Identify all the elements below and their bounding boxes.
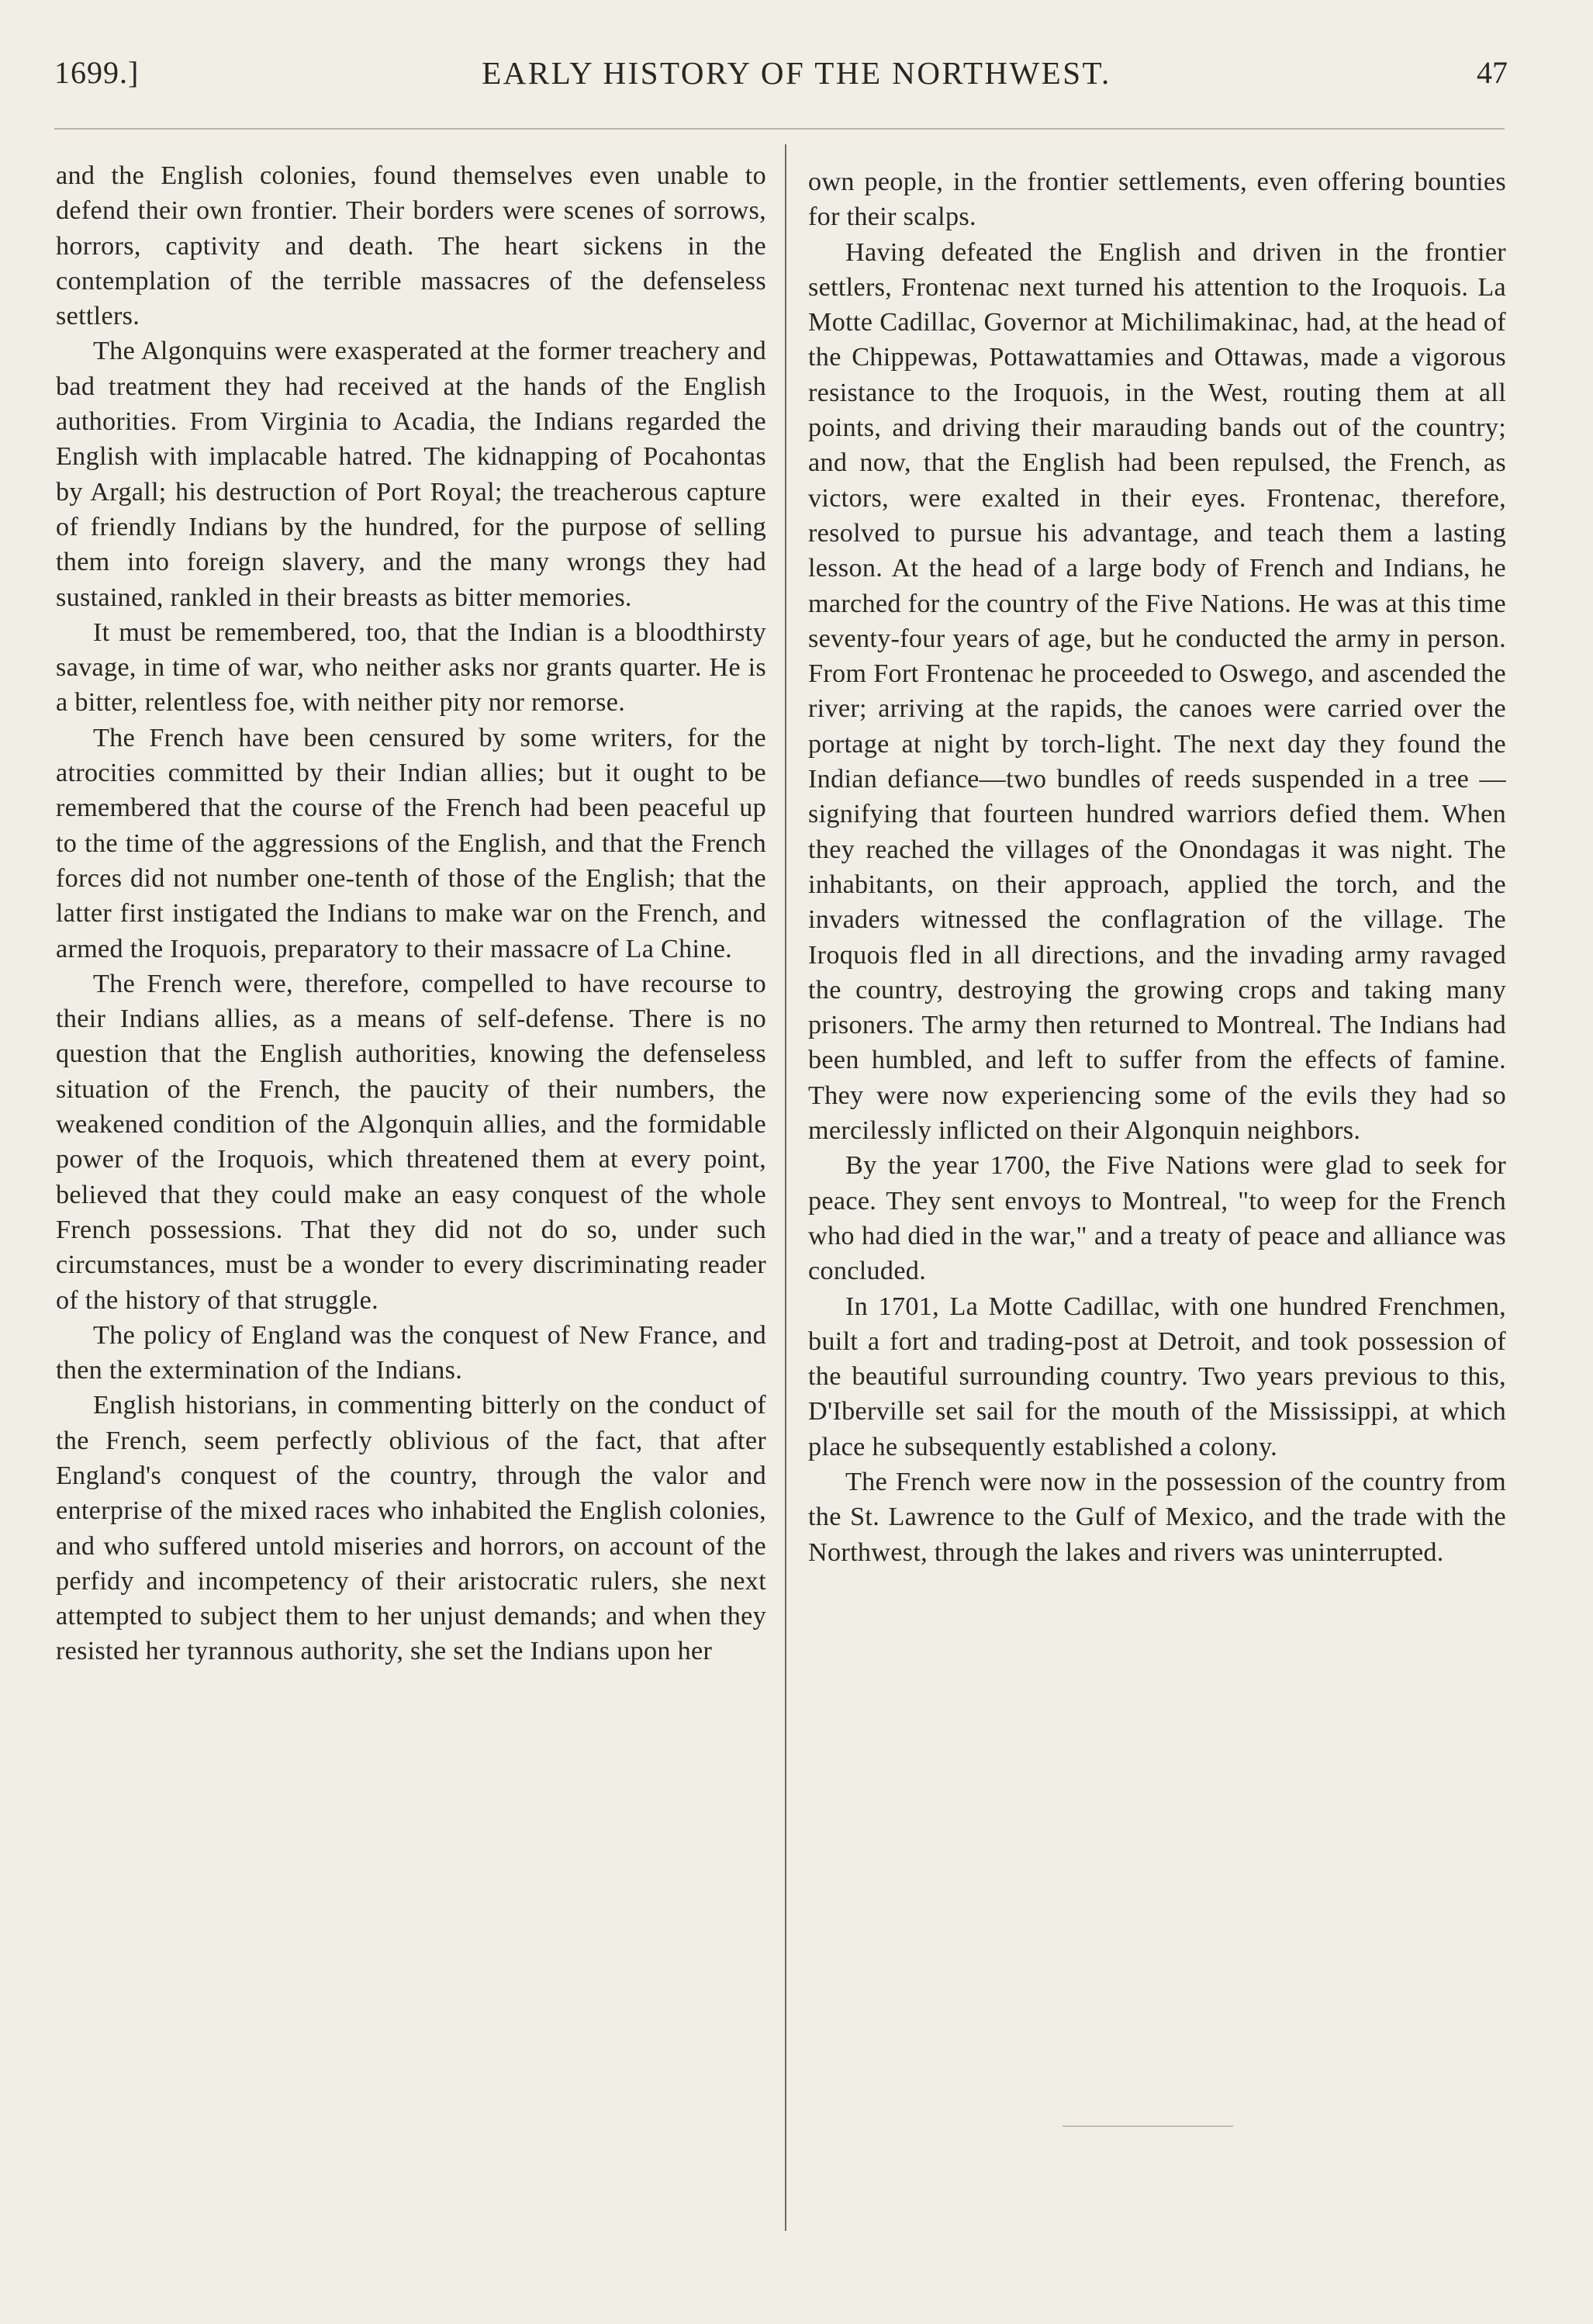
- column-divider: [785, 144, 786, 2231]
- paragraph: It must be remembered, too, that the Indian is a bloodthirsty savage, in time of war, who neither asks nor grants quarter. He is a bitter, relentless foe, with neither pity nor remorse.: [56, 617, 766, 718]
- left-column: [56, 158, 766, 1669]
- paragraph: own people, in the frontier settlements, even offering bounties for their scalps.: [808, 168, 1506, 232]
- page-header: [0, 0, 1593, 132]
- paragraph: Having defeated the English and driven in the frontier settlers, Frontenac next turned his attention to the Iroquois. La Motte Cadillac, Governor at Michilimakinac, had, at the head of the Chippewas, Pottawattamies and Ottawas, made a vigorous resistance to the Iroquois, in the West, routing them at all points, and driving their marauding bands out of the country; and now, that the English had been repulsed, the French, as victors, were exalted in their eyes. Frontenac, therefore, resolved to pursue his advantage, and teach them a lasting lesson. At the head of a large body of French and Indians, he marched for the country of the Five Nations. He was at this time seventy-four years of age, but he conducted the army in person. From Fort Frontenac he proceeded to Oswego, and ascended the river; arriving at the rapids, the canoes were carried over the portage at night by torch-light. The next day they found the Indian defiance—two bundles of reeds suspended in a tree — signifying that fourteen hundred warriors defied them. When they reached the villages of the Onondagas it was night. The inhabitants, on their approach, applied the torch, and the invaders witnessed the conflagration of the village. The Iroquois fled in all directions, and the invading army ravaged the country, destroying the growing crops and taking many prisoners. The army then returned to Montreal. The Indians had been humbled, and left to suffer from the effects of famine. They were now experiencing some of the evils they had so mercilessly inflicted on their Algonquin neighbors.: [808, 237, 1506, 1146]
- right-column: [808, 164, 1506, 1570]
- header-rule: [54, 128, 1505, 130]
- paragraph: The French were, therefore, compelled to have recourse to their Indians allies, as a means of self-defense. There is no question that the English authorities, knowing the defenseless situation of the French, the paucity of their numbers, the weakened condition of the Algonquin allies, and the formidable power of the Iroquois, which threatened them at every point, believed that they could make an easy conquest of the whole French possessions. That they did not do so, under such circumstances, must be a wonder to every discriminating reader of the history of that struggle.: [56, 969, 766, 1315]
- paragraph: The French were now in the possession of the country from the St. Lawrence to the Gulf of Mexico, and the trade with the Northwest, through the lakes and rivers was uninterrupted.: [808, 1467, 1506, 1567]
- header-year: 1699.]: [54, 55, 140, 90]
- running-title: EARLY HISTORY OF THE NORTHWEST.: [482, 55, 1111, 91]
- section-end-rule: [1063, 2125, 1233, 2127]
- paragraph: and the English colonies, found themselves even unable to defend their own frontier. Their borders were scenes of sorrows, horrors, captivity and death. The heart sickens in the contemplation of the terrible massacres of the defenseless settlers.: [56, 161, 766, 331]
- paragraph: The French have been censured by some writers, for the atrocities committed by their Indian allies; but it ought to be remembered that the course of the French had been peaceful up to the time of the aggressions of the English, and that the French forces did not number one-tenth of those of the English; that the latter first instigated the Indians to make war on the French, and armed the Iroquois, preparatory to their massacre of La Chine.: [56, 723, 766, 963]
- paragraph: The Algonquins were exasperated at the former treachery and bad treatment they had received at the hands of the English authorities. From Virginia to Acadia, the Indians regarded the English with implacable hatred. The kidnapping of Pocahontas by Argall; his destruction of Port Royal; the treacherous capture of friendly Indians by the hundred, for the purpose of selling them into foreign slavery, and the many wrongs they had sustained, rankled in their breasts as bitter memories.: [56, 337, 766, 612]
- paragraph: By the year 1700, the Five Nations were glad to seek for peace. They sent envoys to Montreal, "to weep for the French who had died in the war," and a treaty of peace and alliance was concluded.: [808, 1151, 1506, 1286]
- paragraph: In 1701, La Motte Cadillac, with one hundred Frenchmen, built a fort and trading-post at Detroit, and took possession of the beautiful surrounding country. Two years previous to this, D'Iberville set sail for the mouth of the Mississippi, at which place he subsequently established a colony.: [808, 1292, 1506, 1461]
- paragraph: English historians, in commenting bitterly on the conduct of the French, seem perfectly oblivious of the fact, that after England's conquest of the country, through the valor and enterprise of the mixed races who inhabited the English colonies, and who suffered untold miseries and horrors, on account of the perfidy and incompetency of their aristocratic rulers, she next attempted to subject them to her unjust demands; and when they resisted her tyrannous authority, she set the Indians upon her: [56, 1391, 766, 1666]
- paragraph: The policy of England was the conquest of New France, and then the extermination of the Indians.: [56, 1320, 766, 1385]
- page-number: 47: [1477, 55, 1508, 90]
